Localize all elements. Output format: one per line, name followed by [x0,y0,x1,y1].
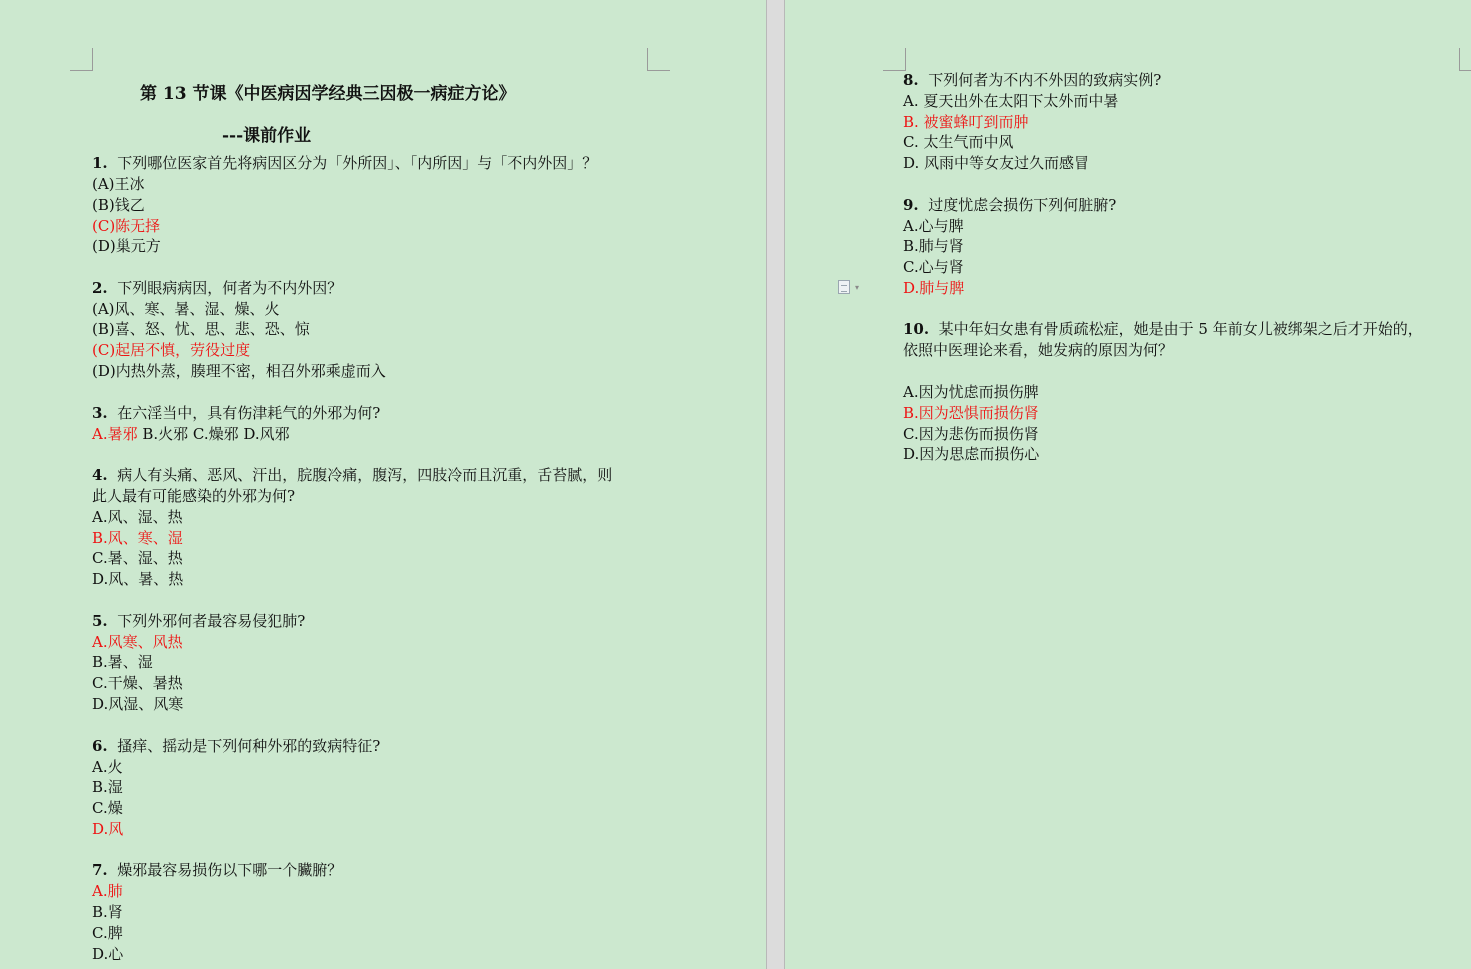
question-3 [92,403,380,423]
document-page-right [785,0,1471,969]
question-10 [903,319,1423,339]
q7-option-c: C.脾 [92,924,123,942]
q1-option-d: (D)巢元方 [92,237,161,255]
q9-option-b: B.肺与肾 [903,237,964,255]
q9-option-c: C.心与肾 [903,258,964,276]
question-5 [92,611,305,631]
question-number: 8. [903,71,919,89]
q1-option-b: (B)钱乙 [92,196,145,214]
q9-option-d-answer: D.肺与脾 [903,279,965,297]
q2-option-d: (D)内热外蒸，腠理不密，相召外邪乘虚而入 [92,362,386,380]
q5-option-c: C.干燥、暑热 [92,674,183,692]
question-number: 2. [92,279,108,297]
question-7 [92,860,342,880]
question-number: 1. [92,154,108,172]
question-number: 9. [903,196,919,214]
question-8 [903,70,1161,90]
question-number: 6. [92,737,108,755]
question-9 [903,195,1116,215]
q8-option-c: C. 太生气而中风 [903,133,1014,151]
question-text: 过度忧虑会损伤下列何脏腑? [928,196,1117,214]
question-1 [92,153,597,173]
question-text: 病人有头痛、恶风、汗出，脘腹冷痛，腹泻，四肢冷而且沉重，舌苔腻，则 [117,466,613,484]
document-title: 第 13 节课《中医病因学经典三因极一病症方论》 [140,84,516,104]
question-10-continued: 依照中医理论来看，她发病的原因为何？ [903,341,1174,359]
q10-option-b-answer: B.因为恐惧而损伤肾 [903,404,1039,422]
q5-option-d: D.风湿、风寒 [92,695,184,713]
q7-option-a-answer: A.肺 [92,882,123,900]
question-text: 下列何者为不内不外因的致病实例? [928,71,1162,89]
q3-options [92,424,290,444]
q2-option-c-answer: (C)起居不慎，劳役过度 [92,341,251,359]
q6-option-a: A.火 [92,758,123,776]
question-text: 某中年妇女患有骨质疏松症，她是由于 5 年前女儿被绑架之后才开始的， [938,320,1423,338]
question-text: 下列外邪何者最容易侵犯肺? [117,612,306,630]
q7-option-b: B.肾 [92,903,123,921]
q6-option-d-answer: D.风 [92,820,124,838]
q6-option-b: B.湿 [92,778,123,796]
crop-mark-top-left [883,48,906,71]
question-text: 下列哪位医家首先将病因区分为「外所因」、「内所因」与「不内外因」？ [117,154,598,172]
question-6 [92,736,380,756]
question-text: 下列眼病病因，何者为不内外因？ [117,279,343,297]
q5-option-a-answer: A.风寒、风热 [92,633,183,651]
question-number: 10. [903,320,930,338]
q10-option-c: C.因为悲伤而损伤肾 [903,425,1039,443]
q8-option-b-answer: B. 被蜜蜂叮到而肿 [903,113,1029,131]
dropdown-caret-icon[interactable]: ▾ [855,283,860,292]
q9-option-a: A.心与脾 [903,217,964,235]
question-number: 5. [92,612,108,630]
document-subtitle: ---课前作业 [222,126,312,146]
question-text: 搔痒、摇动是下列何种外邪的致病特征? [117,737,381,755]
question-text: 在六淫当中，具有伤津耗气的外邪为何? [117,404,381,422]
crop-mark-top-left [70,48,93,71]
q7-option-d: D.心 [92,945,124,963]
q4-option-b-answer: B.风、寒、湿 [92,529,183,547]
question-number: 7. [92,861,108,879]
q2-option-b: (B)喜、怒、忧、思、悲、恐、惊 [92,320,310,338]
q4-option-d: D.风、暑、热 [92,570,184,588]
question-4-continued: 此人最有可能感染的外邪为何? [92,487,296,505]
q8-option-d: D. 风雨中等女友过久而感冒 [903,154,1090,172]
q4-option-a: A.风、湿、热 [92,508,183,526]
q6-option-c: C.燥 [92,799,123,817]
question-text: 燥邪最容易损伤以下哪一个臟腑？ [117,861,343,879]
crop-mark-top-right [1459,48,1471,71]
q3-options-rest: B.火邪 C.燥邪 D.风邪 [137,425,290,443]
crop-mark-top-right [647,48,670,71]
page-gutter [766,0,785,969]
q2-option-a: (A)风、寒、暑、湿、燥、火 [92,300,280,318]
q3-option-a-answer: A.暑邪 [92,425,138,443]
paste-options-icon[interactable] [838,280,850,294]
question-2 [92,278,342,298]
question-number: 3. [92,404,108,422]
q1-option-c-answer: (C)陈无择 [92,217,161,235]
q4-option-c: C.暑、湿、热 [92,549,183,567]
q5-option-b: B.暑、湿 [92,653,153,671]
question-number: 4. [92,466,108,484]
question-4 [92,465,612,485]
q8-option-a: A. 夏天出外在太阳下太外而中暑 [903,92,1119,110]
q10-option-d: D.因为思虑而损伤心 [903,445,1040,463]
q1-option-a: (A)王冰 [92,175,145,193]
q10-option-a: A.因为忧虑而损伤脾 [903,383,1039,401]
